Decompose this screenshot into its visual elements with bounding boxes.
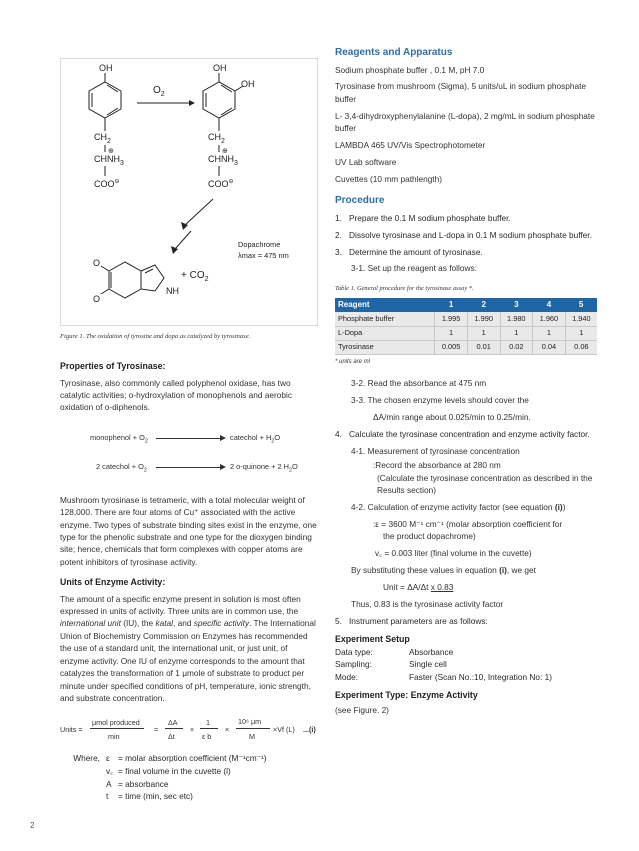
reagents-heading: Reagents and Apparatus (335, 47, 453, 58)
experiment-type-sub: (see Figure. 2) (335, 704, 389, 715)
table-header-cell: 1 (435, 298, 468, 312)
reaction2-arrow-head (220, 464, 226, 470)
left-column (60, 58, 318, 803)
where-row: v꜀ = final volume in the cuvette (l) (106, 765, 231, 776)
table-header-cell: 5 (565, 298, 597, 312)
coo-label-left: COO⊖ (94, 179, 120, 189)
properties-heading: Properties of Tyrosinase: (60, 361, 166, 371)
reaction2-arrow (156, 467, 222, 468)
reagent-item: Tyrosinase from mushroom (Sigma), 5 units/uL in sodium phosphate buffer (335, 81, 587, 104)
coo-label-right: COO⊖ (208, 179, 234, 189)
mushroom-text: Mushroom tyrosinase is tetrameric, with a total molecular weight of 128,000. There are four atoms of Cu⁺ associated with the active enzyme. Two types of substrate binding sites exist in the enzyme, one type for the phenolic substrate and one type for the dioxygen binding site; hence, chemicals that form complexes with copper atoms are potent inhibitors of tyrosinase activity. (60, 494, 317, 567)
properties-text: Tyrosinase, also commonly called polyphenol oxidase, has two catalytic activities; o-hydroxylation of monophenols and aerobic oxidation of o-diphenols. (60, 377, 292, 413)
plus-charge-right: ⊕ (222, 148, 228, 155)
ch2-label-left: $CH_2$ (94, 132, 111, 145)
eq-delta-a: ΔA (168, 718, 178, 728)
step-4-2: 4-2. Calculation of enzyme activity factor (see equation (i)) (351, 502, 566, 513)
chnh3-label-right: $CHNH_3$ (208, 154, 238, 167)
setup-row: Mode: Faster (Scan No.:10, Integration No: 1) (335, 671, 552, 682)
where-row: A = absorbance (106, 778, 169, 789)
setup-row: Data type: Absorbance (335, 646, 454, 657)
where-row: t = time (min, sec etc) (106, 791, 193, 802)
chnh3-label-left: $CHNH_3$ (94, 154, 124, 167)
reaction2-right: 2 o-quinone + 2 $H_2O$ (230, 461, 298, 474)
lambda-max-label: λmax = 475 nm (238, 251, 289, 260)
table-header-cell: 3 (500, 298, 533, 312)
step-3-3-range: ΔA/min range about 0.025/min to 0.25/min. (373, 412, 531, 423)
epsilon-value-note: the product dopachrome) (383, 531, 476, 542)
table-row: Phosphate buffer 1.995 1.990 1.980 1.960 1.940 (335, 312, 597, 326)
eq-one: 1 (206, 718, 210, 728)
eq-umol-produced: μmol produced (92, 718, 140, 728)
procedure-step-5: 5. Instrument parameters are as follows: (335, 615, 488, 626)
procedure-step: 1. Prepare the 0.1 M sodium phosphate buffer. (335, 212, 511, 223)
reaction1-arrow (156, 438, 222, 439)
table-header-cell: 2 (467, 298, 500, 312)
eq-units-label: Units = (60, 725, 83, 735)
experiment-setup-heading: Experiment Setup (335, 634, 410, 645)
setup-row: Sampling: Single cell (335, 659, 447, 670)
eq-min: min (108, 732, 120, 742)
oh-label-left: OH (99, 63, 113, 73)
oh-label-right-1: OH (213, 63, 227, 73)
procedure-step-4: 4. Calculate the tyrosinase concentration and enzyme activity factor. (335, 429, 590, 440)
units-heading: Units of Enzyme Activity: (60, 577, 166, 588)
table-caption: Table 1. General procedure for the tyrosinase assay *. (335, 284, 474, 292)
co2-label: + $CO_2$ (181, 270, 209, 283)
table-row: Tyrosinase 0.005 0.01 0.02 0.04 0.06 (335, 340, 597, 354)
reaction-figure (60, 58, 318, 326)
experiment-type-heading: Experiment Type: Enzyme Activity (335, 690, 478, 701)
units-text: The amount of a specific enzyme present in solution is most often expressed in units of activity. Three units are in common use, the international unit (IU), the katal, and specific activity. The International Union of Biochemistry Commission on Enzymes has recommended the use of a standard unit, the international unit, or just unit, of enzyme activity. One IU of enzyme corresponds to the amount that catalyzes the transformation of 1 μmole of substrate to product per minute under specified conditions of pH, temperature, ionic strength, and substrate concentration. (60, 593, 316, 703)
o2-label: $O_2$ (153, 85, 165, 98)
eq-eps-b: ε b (202, 732, 212, 742)
unit-result: Unit = ΔA/Δt x 0.83 (383, 582, 454, 593)
plus-charge-left: ⊕ (108, 148, 114, 155)
reaction1-right: catechol + $H_2O$ (230, 432, 281, 445)
reaction-equations (60, 422, 318, 488)
step-4-1-record: :Record the absorbance at 280 nm (373, 460, 501, 471)
dopachrome-ring (109, 262, 141, 298)
table-header-row (335, 298, 597, 312)
figure-caption: Figure 1. The oxidation of tyrosine and dopa as catalyzed by tyrosinase. (60, 333, 251, 340)
o-label-bottom: O (93, 294, 101, 304)
eq-vf: ×Vf (L) (273, 725, 295, 735)
nh-label: NH (166, 286, 179, 296)
step-3-2: 3-2. Read the absorbance at 475 nm (351, 378, 487, 389)
o-label-top: O (93, 258, 101, 268)
eq-ten-pow: 10⁶ μm (238, 717, 262, 727)
eq-times-2: × (225, 725, 230, 735)
benzene-ring-right (203, 82, 235, 118)
eq-times-1: × (190, 725, 195, 735)
vf-value: v꜀ = 0.003 liter (final volume in the cuvette) (375, 548, 532, 559)
reagent-item: LAMBDA 465 UV/Vis Spectrophotometer (335, 140, 486, 151)
units-equation (60, 714, 318, 746)
reaction-diagram (61, 59, 319, 327)
reaction1-left: monophenol + $O_2$ (90, 432, 148, 445)
substitution-line: By substituting these values in equation (i), we get (351, 565, 536, 576)
table-row: L-Dopa 1 1 1 1 1 (335, 326, 597, 340)
table-header-cell: 4 (533, 298, 566, 312)
eq-label-i: ...(i) (303, 725, 316, 735)
procedure-step: 3. Determine the amount of tyrosinase. (335, 246, 483, 257)
step-3-1: 3-1. Set up the reagent as follows: (351, 263, 477, 274)
reagent-item: UV Lab software (335, 156, 397, 167)
thus-line: Thus, 0.83 is the tyrosinase activity factor (351, 599, 504, 610)
reaction2-left: 2 catechol + $O_2$ (96, 461, 147, 474)
procedure-step: 2. Dissolve tyrosinase and L-dopa in 0.1 M sodium phosphate buffer. (335, 229, 592, 240)
step-4-1-calc: (Calculate the tyrosinase concentration as described in the Results section) (377, 472, 593, 496)
experiment-setup (335, 646, 597, 683)
eq-delta-t: Δt (168, 732, 175, 742)
reagent-table (335, 298, 597, 355)
table-note: * units are ml (335, 358, 371, 365)
epsilon-value: :ε = 3600 M⁻¹ cm⁻¹ (molar absorption coefficient for (373, 519, 563, 530)
ch2-label-right: $CH_2$ (208, 132, 225, 145)
procedure-heading: Procedure (335, 195, 385, 207)
page-number: 2 (30, 821, 35, 830)
reagent-item: L- 3,4-dihydroxyphenylalanine (L-dopa), 2 mg/mL in sodium phosphate buffer (335, 110, 595, 134)
right-column (335, 46, 597, 716)
reagent-item: Sodium phosphate buffer , 0.1 M, pH 7.0 (335, 64, 485, 75)
step-4-1: 4-1. Measurement of tyrosinase concentration (351, 446, 520, 456)
benzene-ring-left (89, 82, 121, 118)
reagent-item: Cuvettes (10 mm pathlength) (335, 173, 442, 184)
reaction1-arrow-head (220, 435, 226, 441)
eq-equals: = (154, 725, 159, 735)
where-definitions (60, 752, 318, 802)
where-row: Where, ε = molar absorption coefficient (M⁻¹cm⁻¹) (73, 753, 267, 764)
oh-label-right-2: OH (241, 79, 255, 89)
table-header-cell: Reagent (335, 298, 435, 312)
eq-M: M (249, 732, 255, 742)
dopachrome-label: Dopachrome (238, 240, 281, 249)
step-3-3: 3-3. The chosen enzyme levels should cover the (351, 395, 529, 406)
